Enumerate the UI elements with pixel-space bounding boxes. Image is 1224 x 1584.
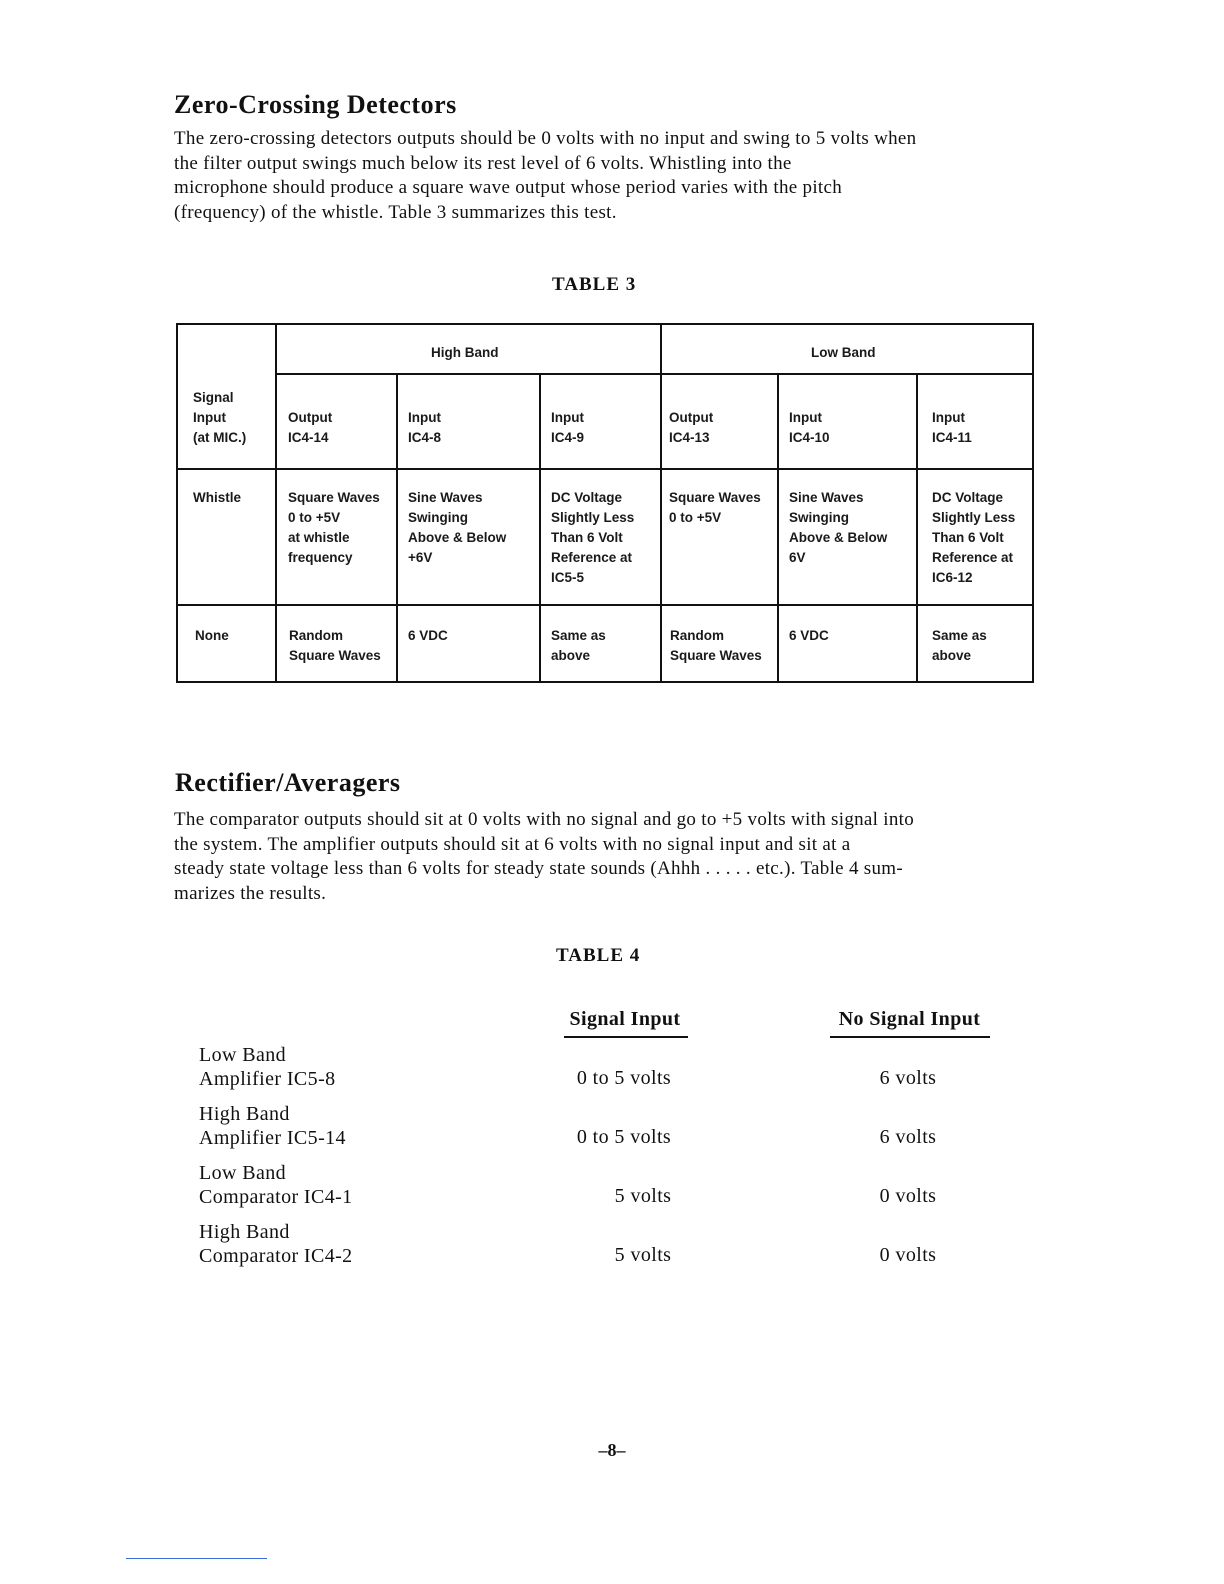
paragraph-line: microphone should produce a square wave output whose period varies with the pitch bbox=[174, 177, 843, 198]
header-underline bbox=[564, 1036, 688, 1038]
table4-nosignal-value: 0 volts bbox=[879, 1244, 937, 1266]
table-rule bbox=[660, 325, 662, 681]
table-cell: Random Square Waves bbox=[289, 628, 381, 663]
table-rule bbox=[178, 468, 1032, 470]
table-cell: Square Waves 0 to +5V bbox=[669, 490, 761, 525]
paragraph-line: The zero-crossing detectors outputs should be 0 volts with no input and swing to 5 volts when bbox=[174, 128, 917, 149]
table4-header-nosignal: No Signal Input bbox=[838, 1008, 981, 1030]
table4-nosignal-value: 6 volts bbox=[879, 1067, 937, 1089]
table-cell: 6 VDC bbox=[408, 628, 448, 643]
column-header: Input IC4-8 bbox=[408, 410, 442, 445]
table4-row-label: Low Band Comparator IC4-1 bbox=[199, 1162, 353, 1208]
table4-caption: TABLE 4 bbox=[556, 945, 641, 966]
table-cell: Same as above bbox=[551, 628, 606, 663]
table3-caption: TABLE 3 bbox=[552, 274, 637, 295]
table-cell: Sine Waves Swinging Above & Below +6V bbox=[408, 490, 507, 565]
paragraph-line: steady state voltage less than 6 volts for steady state sounds (Ahhh . . . . . etc.). Table 4 sum- bbox=[174, 858, 903, 879]
table4-signal-value: 5 volts bbox=[614, 1244, 672, 1266]
column-header: Input IC4-10 bbox=[789, 410, 830, 445]
paragraph-line: the system. The amplifier outputs should sit at 6 volts with no signal input and sit at a bbox=[174, 833, 851, 855]
paragraph-line: the filter output swings much below its rest level of 6 volts. Whistling into the bbox=[174, 152, 792, 174]
table-cell: DC Voltage Slightly Less Than 6 Volt Reference at IC5-5 bbox=[551, 490, 635, 585]
table3 bbox=[176, 323, 1034, 683]
column-header: Input IC4-11 bbox=[932, 410, 972, 445]
section-paragraph-zero-crossing bbox=[174, 127, 916, 225]
row-label-none: None bbox=[195, 628, 229, 643]
paragraph-line: marizes the results. bbox=[174, 882, 327, 904]
table-cell: DC Voltage Slightly Less Than 6 Volt Reference at IC6-12 bbox=[932, 490, 1016, 585]
table-rule bbox=[777, 373, 779, 681]
table-rule bbox=[396, 373, 398, 681]
paragraph-line: (frequency) of the whistle. Table 3 summarizes this test. bbox=[174, 201, 617, 223]
high-band-header: High Band bbox=[431, 345, 499, 360]
table-cell: Sine Waves Swinging Above & Below 6V bbox=[789, 490, 888, 565]
section-paragraph-rectifier bbox=[174, 808, 914, 906]
row-label-whistle: Whistle bbox=[193, 490, 242, 505]
table-cell: Square Waves 0 to +5V at whistle frequency bbox=[288, 490, 380, 565]
table-cell: Same as above bbox=[932, 628, 987, 663]
table-rule bbox=[275, 325, 277, 681]
table4-row-label: High Band Comparator IC4-2 bbox=[199, 1221, 353, 1267]
table-rule bbox=[178, 604, 1032, 606]
table-cell: 6 VDC bbox=[789, 628, 829, 643]
footnote-rule bbox=[126, 1558, 267, 1559]
signal-input-header: Signal Input (at MIC.) bbox=[193, 390, 247, 445]
table4-nosignal-value: 6 volts bbox=[879, 1126, 937, 1148]
column-header: Output IC4-14 bbox=[288, 410, 333, 445]
table4-row-label: Low Band Amplifier IC5-8 bbox=[199, 1044, 336, 1090]
table-cell: Random Square Waves bbox=[670, 628, 762, 663]
column-header: Output IC4-13 bbox=[669, 410, 714, 445]
table-rule bbox=[916, 373, 918, 681]
low-band-header: Low Band bbox=[811, 345, 876, 360]
table4-header-signal: Signal Input bbox=[569, 1008, 681, 1030]
table4-signal-value: 0 to 5 volts bbox=[576, 1126, 672, 1148]
paragraph-line: The comparator outputs should sit at 0 volts with no signal and go to +5 volts with signal into bbox=[174, 809, 915, 830]
page-number: –8– bbox=[598, 1440, 626, 1460]
table4-signal-value: 5 volts bbox=[614, 1185, 672, 1207]
section-heading-zero-crossing: Zero-Crossing Detectors bbox=[174, 90, 457, 119]
table-rule bbox=[275, 373, 1032, 375]
header-underline bbox=[830, 1036, 990, 1038]
table4-nosignal-value: 0 volts bbox=[879, 1185, 937, 1207]
table4-row-label: High Band Amplifier IC5-14 bbox=[199, 1103, 346, 1149]
section-heading-rectifier: Rectifier/Averagers bbox=[175, 768, 401, 797]
table-rule bbox=[539, 373, 541, 681]
column-header: Input IC4-9 bbox=[551, 410, 585, 445]
table4-signal-value: 0 to 5 volts bbox=[576, 1067, 672, 1089]
